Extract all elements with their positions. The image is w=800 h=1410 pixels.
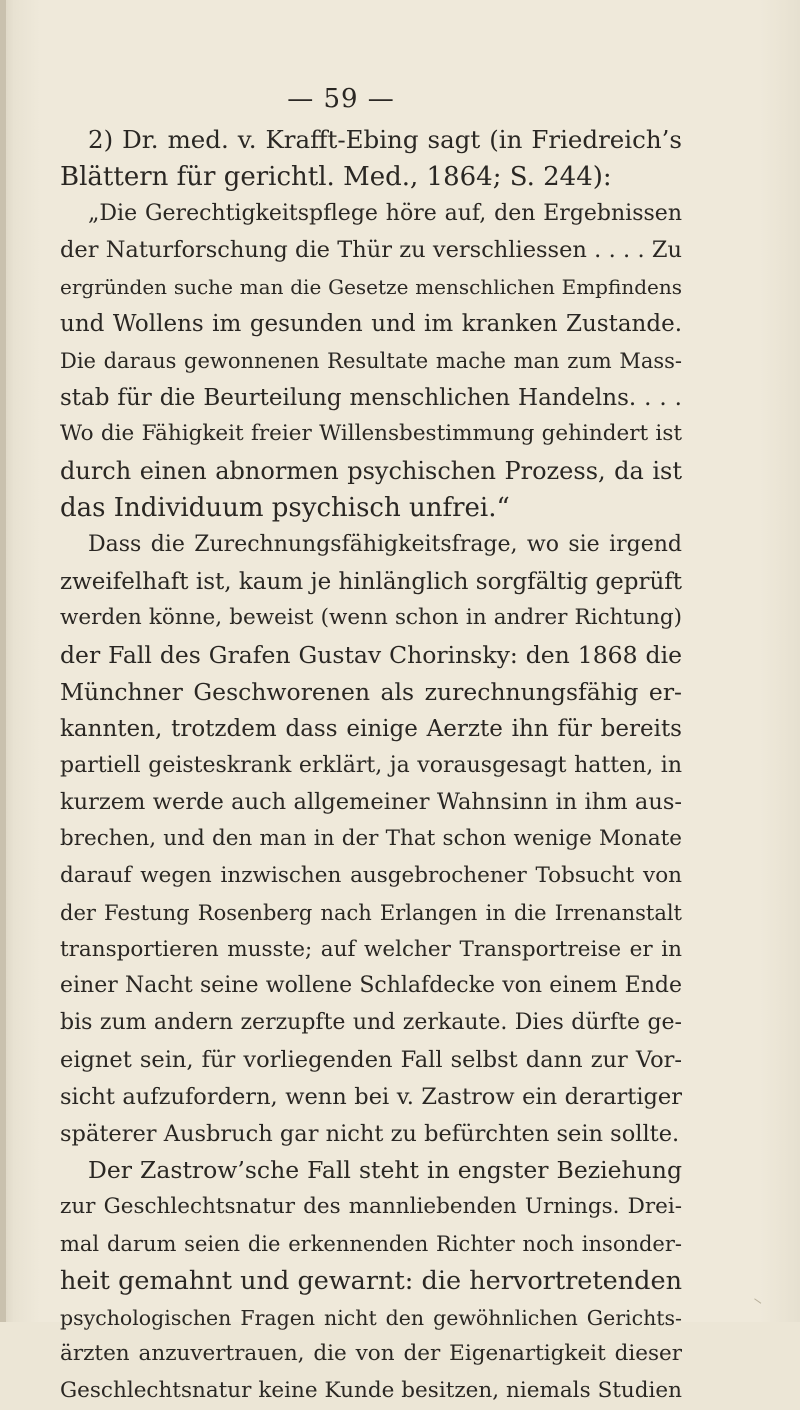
text-line: Die daraus gewonnenen Resultate mache man zum Mass- bbox=[60, 348, 682, 373]
text-line: 2) Dr. med. v. Krafft-Ebing sagt (in Friedreich’s bbox=[88, 125, 682, 154]
text-line: Geschlechtsnatur keine Kunde besitzen, niemals Studien bbox=[60, 1378, 682, 1404]
text-line: einer Nacht seine wollene Schlafdecke von einem Ende bbox=[60, 973, 682, 999]
print-mark bbox=[751, 1298, 762, 1308]
text-line: durch einen abnormen psychischen Prozess, da ist bbox=[60, 457, 682, 486]
text-line: brechen, und den man in der That schon wenige Monate bbox=[60, 826, 682, 852]
text-line: Dass die Zurechnungsfähigkeitsfrage, wo sie irgend bbox=[88, 531, 682, 557]
text-line: partiell geisteskrank erklärt, ja vorausgesagt hatten, in bbox=[60, 752, 682, 778]
text-line: bis zum andern zerzupfte und zerkaute. Dies dürfte ge- bbox=[60, 1010, 682, 1036]
text-line: der Fall des Grafen Gustav Chorinsky: den 1868 die bbox=[60, 641, 682, 670]
text-line: das Individuum psychisch unfrei.“ bbox=[60, 492, 510, 523]
text-line: Blättern für gerichtl. Med., 1864; S. 244): bbox=[60, 161, 612, 192]
text-line: transportieren musste; auf welcher Transportreise er in bbox=[60, 936, 682, 962]
text-line: der Festung Rosenberg nach Erlangen in die Irrenanstalt bbox=[60, 900, 682, 925]
text-line: späterer Ausbruch gar nicht zu befürchten sein sollte. bbox=[60, 1120, 680, 1147]
text-line: kurzem werde auch allgemeiner Wahnsinn in ihm aus- bbox=[60, 789, 682, 816]
text-line: darauf wegen inzwischen ausgebrochener Tobsucht von bbox=[60, 862, 682, 888]
text-line: werden könne, beweist (wenn schon in andrer Richtung) bbox=[60, 605, 682, 631]
text-line: und Wollens im gesunden und im kranken Zustande. bbox=[60, 310, 682, 337]
text-line: zur Geschlechtsnatur des mannliebenden Urnings. Drei- bbox=[60, 1194, 682, 1220]
text-line: Münchner Geschworenen als zurechnungsfähig er- bbox=[60, 677, 682, 706]
text-line: sicht aufzufordern, wenn bei v. Zastrow ein derartiger bbox=[60, 1083, 682, 1110]
text-line: der Naturforschung die Thür zu verschliessen . . . . Zu bbox=[60, 237, 682, 264]
text-line: kannten, trotzdem dass einige Aerzte ihn für bereits bbox=[60, 715, 682, 742]
text-line: Der Zastrow’sche Fall steht in engster Beziehung bbox=[88, 1156, 682, 1185]
text-line: „Die Gerechtigkeitspflege höre auf, den Ergebnissen bbox=[88, 200, 682, 226]
text-line: Wo die Fähigkeit freier Willensbestimmung gehindert ist bbox=[60, 421, 682, 447]
page-number: — 59 — bbox=[287, 84, 395, 114]
text-line: zweifelhaft ist, kaum je hinlänglich sorgfältig geprüft bbox=[60, 568, 682, 595]
body-text bbox=[60, 122, 682, 1410]
text-line: eignet sein, für vorliegenden Fall selbst dann zur Vor- bbox=[60, 1046, 682, 1073]
text-line: mal darum seien die erkennenden Richter noch insonder- bbox=[60, 1231, 682, 1256]
text-line: stab für die Beurteilung menschlichen Handelns. . . . bbox=[60, 384, 682, 411]
page-edge-shadow bbox=[0, 0, 6, 1322]
text-line: ärzten anzuvertrauen, die von der Eigenartigkeit dieser bbox=[60, 1341, 682, 1367]
text-line: ergründen suche man die Gesetze menschlichen Empfindens bbox=[60, 275, 682, 300]
text-line: heit gemahnt und gewarnt: die hervortretenden bbox=[60, 1265, 682, 1296]
text-line: psychologischen Fragen nicht den gewöhnlichen Gerichts- bbox=[60, 1305, 682, 1330]
